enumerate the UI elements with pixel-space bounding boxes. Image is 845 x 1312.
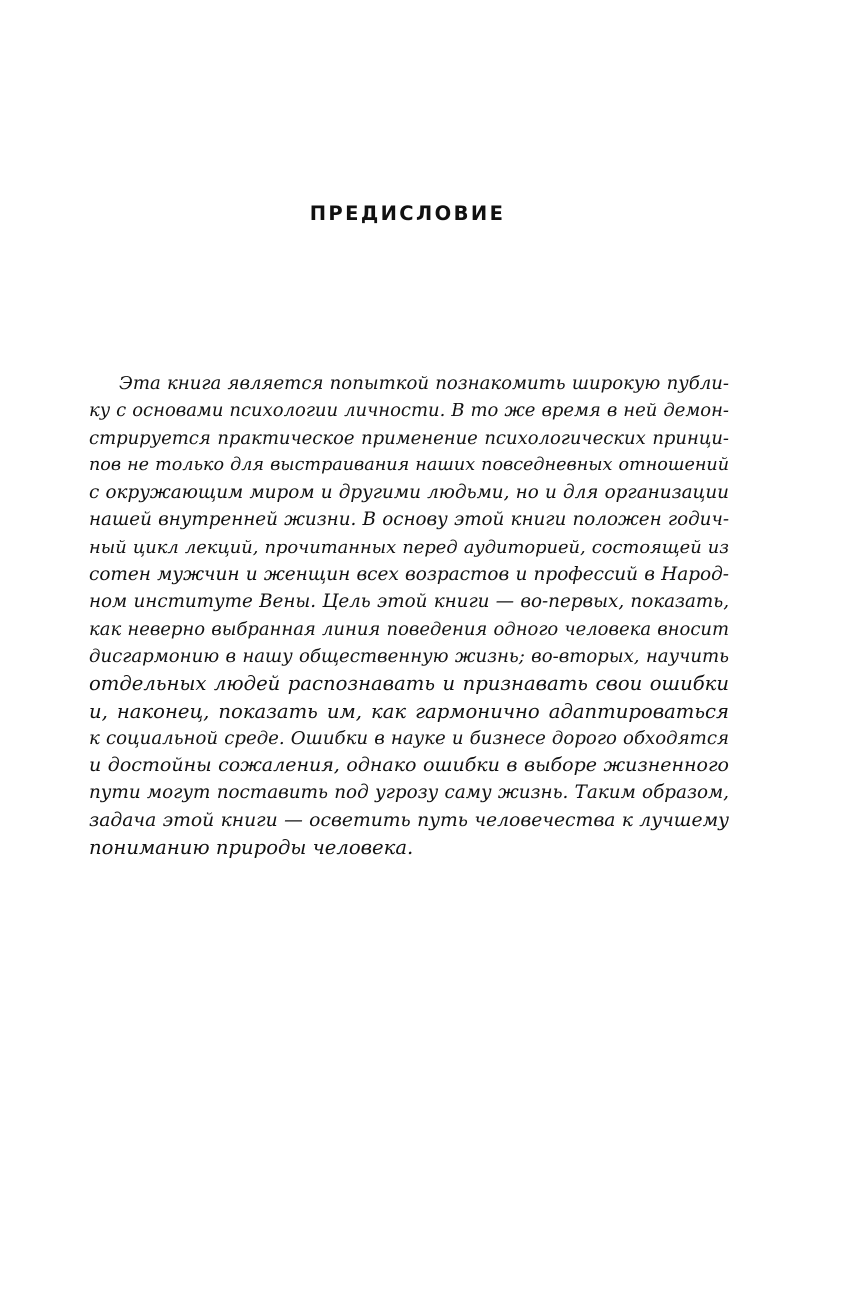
paragraph-line: нашей внутренней жизни. В основу этой книги положен годич- [89, 509, 729, 531]
paragraph-line: и достойны сожаления, однако ошибки в выборе жизненного [89, 754, 729, 777]
paragraph-line: как неверно выбранная линия поведения одного человека вносит [89, 618, 729, 640]
paragraph-line: дисгармонию в нашу общественную жизнь; во-вторых, научить [89, 645, 729, 667]
paragraph-line: пов не только для выстраивания наших повседневных отношений [89, 454, 729, 475]
preface-paragraph [89, 370, 729, 861]
paragraph-line: с окружающим миром и другими людьми, но и для организации [89, 482, 729, 504]
paragraph-line: задача этой книги — осветить путь человечества к лучшему [89, 809, 729, 831]
paragraph-line: стрируется практическое применение психологических принци- [89, 427, 729, 449]
paragraph-line: отдельных людей распознавать и признавать свои ошибки [89, 672, 729, 696]
paragraph-line: пути могут поставить под угрозу саму жизнь. Таким образом, [89, 782, 729, 804]
paragraph-line: пониманию природы человека. [89, 836, 414, 860]
paragraph-line: к социальной среде. Ошибки в науке и бизнесе дорого обходятся [89, 727, 729, 749]
paragraph-line: и, наконец, показать им, как гармонично адаптироваться [89, 699, 729, 723]
paragraph-line: сотен мужчин и женщин всех возрастов и профессий в Народ- [89, 564, 729, 586]
paragraph-line: ку с основами психологии личности. В то же время в ней демон- [89, 400, 729, 422]
paragraph-line: ном институте Вены. Цель этой книги — во-первых, показать, [89, 591, 729, 613]
paragraph-line: ный цикл лекций, прочитанных перед аудиторией, состоящей из [89, 536, 729, 558]
chapter-heading: ПРЕДИСЛОВИЕ [309, 202, 506, 225]
paragraph-line: Эта книга является попыткой познакомить широкую публи- [119, 373, 729, 394]
